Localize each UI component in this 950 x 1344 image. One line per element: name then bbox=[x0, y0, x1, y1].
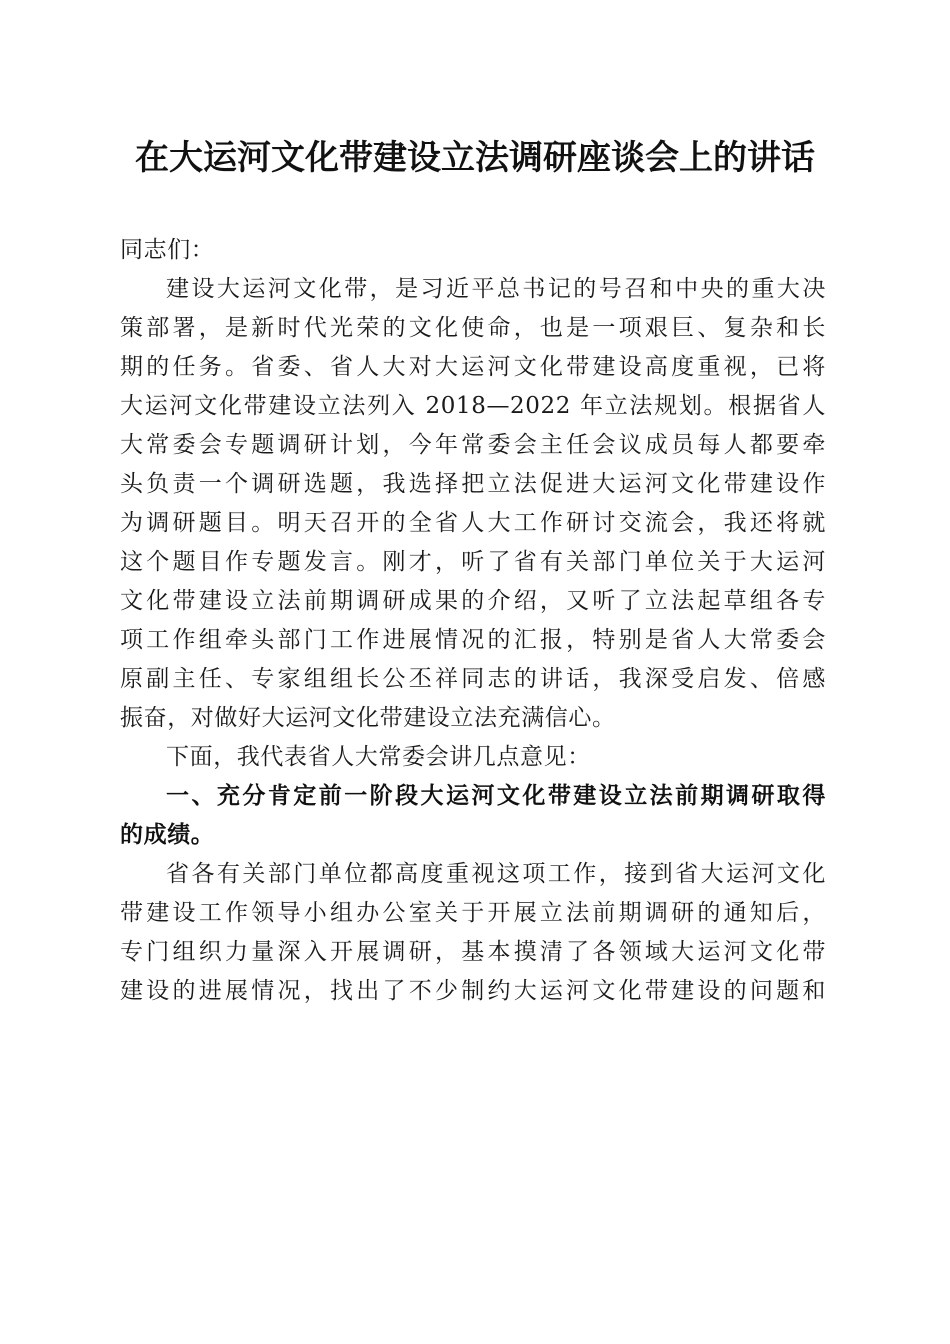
paragraph-line: 头负责一个调研选题，我选择把立法促进大运河文化带建设作 bbox=[120, 471, 826, 497]
paragraph-line: 振奋，对做好大运河文化带建设立法充满信心。 bbox=[120, 705, 616, 731]
salutation: 同志们： bbox=[120, 237, 215, 263]
paragraph-line: 省各有关部门单位都高度重视这项工作，接到省大运河文化 bbox=[166, 861, 826, 887]
paragraph-line: 为调研题目。明天召开的全省人大工作研讨交流会，我还将就 bbox=[120, 510, 826, 536]
paragraph-line: 文化带建设立法前期调研成果的介绍，又听了立法起草组各专 bbox=[120, 588, 826, 614]
paragraph-2: 下面，我代表省人大常委会讲几点意见： bbox=[166, 744, 591, 770]
document-title: 在大运河文化带建设立法调研座谈会上的讲话 bbox=[135, 138, 815, 178]
paragraph-line: 这个题目作专题发言。刚才，听了省有关部门单位关于大运河 bbox=[120, 549, 826, 575]
paragraph-line: 建设大运河文化带，是习近平总书记的号召和中央的重大决 bbox=[166, 276, 826, 302]
paragraph-line: 策部署，是新时代光荣的文化使命，也是一项艰巨、复杂和长 bbox=[120, 315, 826, 341]
section-heading-1 bbox=[120, 777, 826, 855]
paragraph-line: 期的任务。省委、省人大对大运河文化带建设高度重视，已将 bbox=[120, 354, 826, 380]
paragraph-line: 大常委会专题调研计划，今年常委会主任会议成员每人都要牵 bbox=[120, 432, 826, 458]
paragraph-line: 大运河文化带建设立法列入 2018—2022 年立法规划。根据省人 bbox=[120, 393, 826, 419]
paragraph-3 bbox=[120, 855, 826, 1011]
paragraph-line: 项工作组牵头部门工作进展情况的汇报，特别是省人大常委会 bbox=[120, 627, 826, 653]
document-body bbox=[120, 231, 826, 1011]
paragraph-line: 原副主任、专家组组长公丕祥同志的讲话，我深受启发、倍感 bbox=[120, 666, 826, 692]
heading-line: 的成绩。 bbox=[120, 822, 215, 848]
paragraph-line: 建设的进展情况，找出了不少制约大运河文化带建设的问题和 bbox=[120, 978, 826, 1004]
paragraph-line: 专门组织力量深入开展调研，基本摸清了各领域大运河文化带 bbox=[120, 939, 826, 965]
heading-line: 一、充分肯定前一阶段大运河文化带建设立法前期调研取得 bbox=[166, 783, 826, 809]
paragraph-line: 带建设工作领导小组办公室关于开展立法前期调研的通知后， bbox=[120, 900, 826, 926]
paragraph-1 bbox=[120, 270, 826, 738]
